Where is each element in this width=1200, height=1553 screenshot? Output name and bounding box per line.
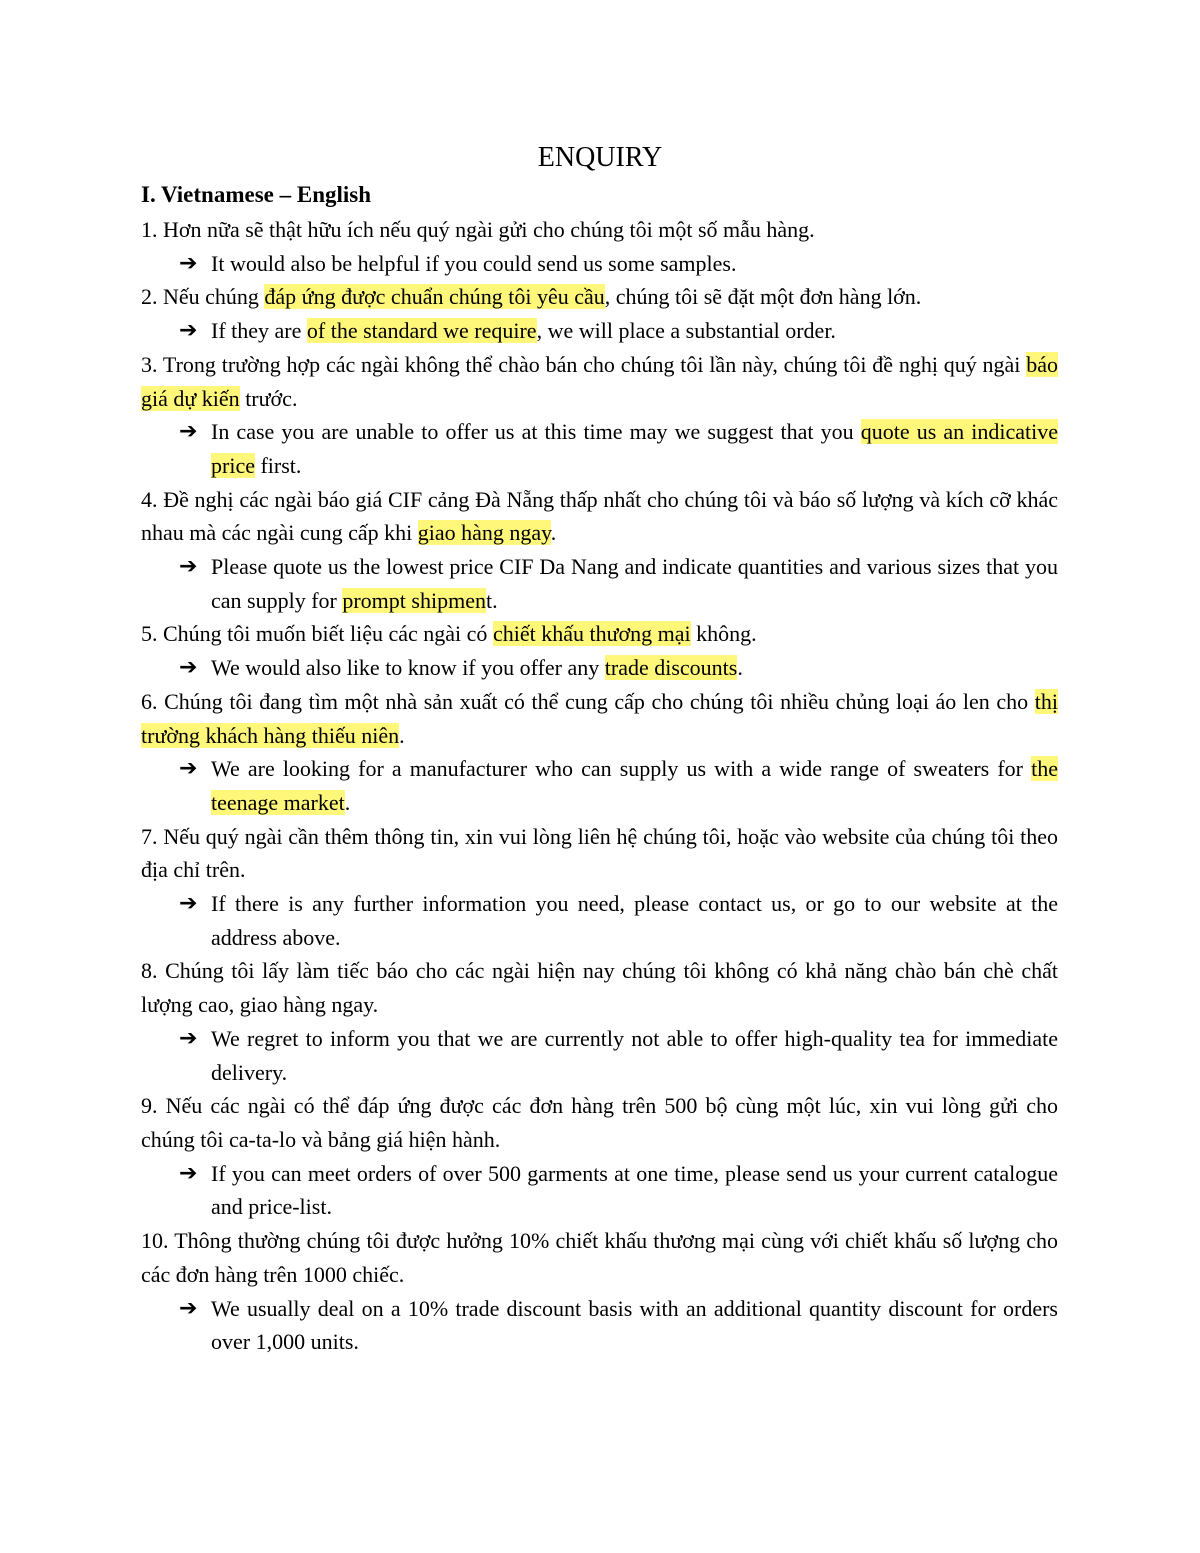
text-segment: first. xyxy=(254,452,302,478)
document-title: ENQUIRY xyxy=(537,142,663,173)
highlighted-phrase: the teenage market xyxy=(211,756,1058,815)
vietnamese-sentence xyxy=(141,1089,1058,1156)
text-segment: không. xyxy=(690,621,757,647)
vietnamese-sentence xyxy=(141,483,1058,550)
list-item xyxy=(141,280,1058,347)
text-segment: . xyxy=(737,655,743,681)
list-item xyxy=(141,348,1058,483)
text-segment: 6. Chúng tôi đang tìm một nhà sản xuất có thể cung cấp cho chúng tôi nhiều chủng loại áo len cho xyxy=(141,688,1035,714)
english-row xyxy=(141,651,1058,685)
vietnamese-sentence xyxy=(141,213,1058,247)
highlighted-phrase: chiết khấu thương mại xyxy=(492,621,691,647)
english-translation xyxy=(211,550,1058,617)
vietnamese-sentence xyxy=(141,954,1058,1021)
text-segment: 9. Nếu các ngài có thể đáp ứng được các đơn hàng trên 500 bộ cùng một lúc, xin vui lòng gửi cho chúng tôi ca-ta-lo và bảng giá hiện hành. xyxy=(141,1093,1058,1152)
text-segment: Please quote us the lowest price CIF Da Nang and indicate quantities and various sizes that you can supply for xyxy=(211,554,1058,613)
text-segment: , we will place a substantial order. xyxy=(536,318,836,344)
list-item xyxy=(141,213,1058,280)
text-segment: It would also be helpful if you could send us some samples. xyxy=(211,250,737,276)
list-item xyxy=(141,617,1058,684)
english-translation xyxy=(211,1157,1058,1224)
text-segment: , chúng tôi sẽ đặt một đơn hàng lớn. xyxy=(604,284,922,310)
text-segment: We would also like to know if you offer any xyxy=(211,655,605,681)
english-translation xyxy=(211,1292,1058,1359)
vietnamese-sentence xyxy=(141,280,1058,314)
text-segment: 7. Nếu quý ngài cần thêm thông tin, xin vui lòng liên hệ chúng tôi, hoặc vào website của chúng tôi theo địa chỉ trên. xyxy=(141,823,1058,883)
text-segment: 4. Đề nghị các ngài báo giá CIF cảng Đà Nẵng thấp nhất cho chúng tôi và báo số lượng và kích cỡ khác nhau mà các ngài cung cấp khi xyxy=(141,486,1058,546)
english-row xyxy=(141,1157,1058,1224)
section-heading: I. Vietnamese – English xyxy=(141,182,372,207)
text-segment: . xyxy=(344,789,351,815)
arrow-icon: ➔ xyxy=(179,756,198,782)
highlighted-phrase: quote us an indicative price xyxy=(211,419,1058,478)
arrow-icon: ➔ xyxy=(179,318,198,344)
arrow-icon: ➔ xyxy=(179,419,198,445)
english-translation xyxy=(211,887,1058,954)
arrow-icon: ➔ xyxy=(179,554,198,580)
english-row xyxy=(141,415,1058,482)
list-item xyxy=(141,1089,1058,1224)
arrow-icon: ➔ xyxy=(179,891,198,917)
vietnamese-sentence xyxy=(141,617,1058,651)
list-item xyxy=(141,820,1058,955)
english-translation xyxy=(211,314,1058,348)
phrase-list xyxy=(141,213,1058,1359)
arrow-icon: ➔ xyxy=(179,1160,198,1186)
english-translation xyxy=(211,752,1058,819)
list-item xyxy=(141,483,1058,618)
vietnamese-sentence xyxy=(141,685,1058,752)
arrow-icon: ➔ xyxy=(179,1295,198,1321)
text-segment: We are looking for a manufacturer who can supply us with a wide range of sweaters for xyxy=(211,756,1032,782)
arrow-icon: ➔ xyxy=(179,655,198,681)
english-translation xyxy=(211,651,1058,685)
highlighted-phrase: đáp ứng được chuẩn chúng tôi yêu cầu xyxy=(264,284,605,310)
text-segment: 10. Thông thường chúng tôi được hưởng 10% chiết khấu thương mại cùng với chiết khấu số lượng cho các đơn hàng trên 1000 chiếc. xyxy=(141,1228,1058,1287)
list-item xyxy=(141,954,1058,1089)
english-row xyxy=(141,247,1058,281)
text-segment: t. xyxy=(485,587,498,613)
text-segment: 8. Chúng tôi lấy làm tiếc báo cho các ngài hiện nay chúng tôi không có khả năng chào bán chè chất lượng cao, giao hàng ngay. xyxy=(141,958,1058,1018)
highlighted-phrase: giao hàng ngay xyxy=(417,520,551,546)
vietnamese-sentence xyxy=(141,348,1058,415)
text-segment: If you can meet orders of over 500 garments at one time, please send us your current catalogue and price-list. xyxy=(211,1160,1058,1220)
english-row xyxy=(141,550,1058,617)
text-segment: 3. Trong trường hợp các ngài không thể chào bán cho chúng tôi lần này, chúng tôi đề nghị quý ngài xyxy=(141,351,1027,377)
list-item xyxy=(141,685,1058,820)
text-segment: 1. Hơn nữa sẽ thật hữu ích nếu quý ngài gửi cho chúng tôi một số mẫu hàng. xyxy=(141,217,815,242)
arrow-icon: ➔ xyxy=(179,1025,198,1051)
english-translation xyxy=(211,1022,1058,1089)
vietnamese-sentence xyxy=(141,820,1058,887)
text-segment: . xyxy=(550,520,557,546)
list-item xyxy=(141,1224,1058,1359)
english-row xyxy=(141,752,1058,819)
english-row xyxy=(141,1292,1058,1359)
english-row xyxy=(141,887,1058,954)
english-translation xyxy=(211,415,1058,482)
highlighted-phrase: trade discounts xyxy=(604,655,738,681)
highlighted-phrase: prompt shipmen xyxy=(342,587,486,613)
text-segment: 5. Chúng tôi muốn biết liệu các ngài có xyxy=(141,621,493,647)
text-segment: 2. Nếu chúng xyxy=(141,284,265,310)
highlighted-phrase: of the standard we require xyxy=(306,318,537,344)
english-row xyxy=(141,1022,1058,1089)
highlighted-phrase: thị trường khách hàng thiếu niên xyxy=(141,688,1058,748)
text-segment: trước. xyxy=(239,385,298,411)
text-segment: We usually deal on a 10% trade discount basis with an additional quantity discount for orders over 1,000 units. xyxy=(211,1295,1058,1355)
text-segment: If there is any further information you need, please contact us, or go to our website at the address above. xyxy=(211,891,1058,950)
text-segment: We regret to inform you that we are currently not able to offer high-quality tea for immediate delivery. xyxy=(211,1025,1058,1085)
highlighted-phrase: báo giá dự kiến xyxy=(141,351,1058,411)
text-segment: If they are xyxy=(211,318,307,344)
vietnamese-sentence xyxy=(141,1224,1058,1291)
arrow-icon: ➔ xyxy=(179,250,198,276)
text-segment: In case you are unable to offer us at this time may we suggest that you xyxy=(211,419,861,445)
text-segment: . xyxy=(399,722,405,748)
english-translation xyxy=(211,247,1058,281)
english-row xyxy=(141,314,1058,348)
